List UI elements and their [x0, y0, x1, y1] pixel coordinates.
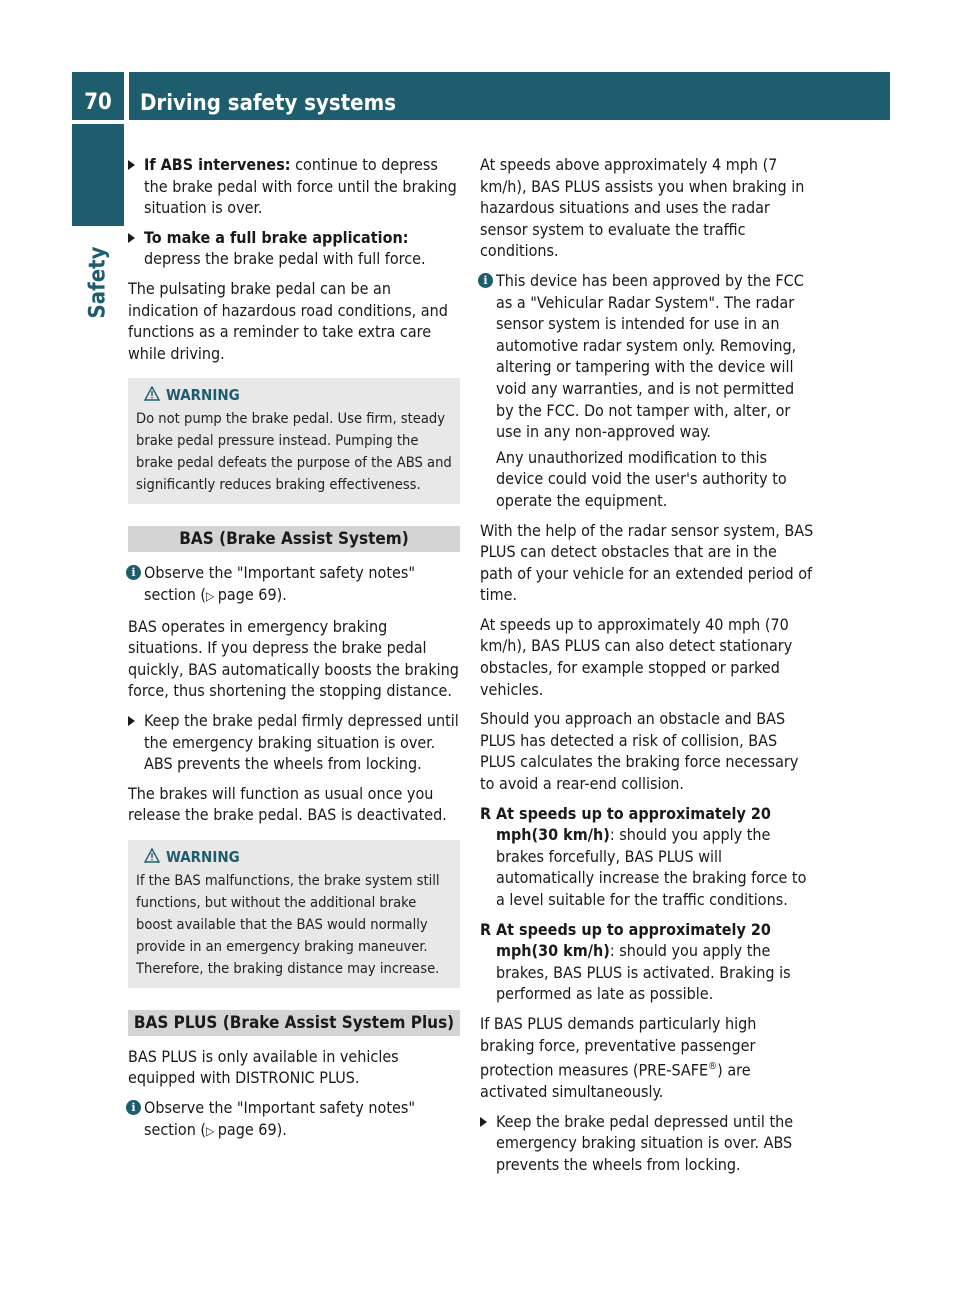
bullet-late-braking	[480, 919, 814, 1005]
paragraph-pulsating: The pulsating brake pedal can be an indication of hazardous road conditions, and functions as a reminder to take extra care while driving.	[128, 278, 448, 363]
info-icon: i	[478, 273, 493, 288]
bullet-text: : should you apply the brakes, BAS PLUS is activated. Braking is performed as late as possible.	[496, 941, 791, 1004]
bullet-text: : should you apply the brakes forcefully, BAS PLUS will automatically increase the braking force to a level suitable for the traffic conditions.	[496, 825, 807, 909]
bullet-forceful-braking	[480, 803, 814, 911]
section-heading-bas: BAS (Brake Assist System)	[128, 526, 460, 552]
paragraph-bas-plus-speeds: At speeds above approximately 4 mph (7 km/h), BAS PLUS assists you when braking in hazardous situations and uses the radar sensor system to evaluate the traffic conditions.	[480, 155, 805, 261]
side-tab-label: Safety	[85, 245, 111, 319]
bullet-marker: R	[480, 803, 492, 823]
step-label: If ABS intervenes:	[144, 155, 291, 174]
paragraph-stationary-obstacles: At speeds up to approximately 40 mph (70 km/h), BAS PLUS can also detect stationary obstacles, for example stopped or parked vehicles.	[480, 614, 793, 699]
bullet-marker: R	[480, 919, 492, 939]
step-arrow-icon	[128, 160, 135, 170]
warning-heading	[136, 846, 452, 868]
section-heading-bas-plus: BAS PLUS (Brake Assist System Plus)	[128, 1010, 460, 1036]
info-icon: i	[126, 1100, 141, 1115]
header-divider	[124, 72, 129, 120]
step-arrow-icon	[128, 716, 135, 726]
info-text-end: ).	[276, 1119, 287, 1139]
info-text: Observe the "Important safety notes" section (	[144, 563, 415, 604]
step-text: Keep the brake pedal depressed until the emergency braking situation is over. ABS prevents the wheels from locking.	[496, 1111, 794, 1174]
page-number: 70	[84, 90, 112, 115]
step-arrow-icon	[480, 1117, 487, 1127]
info-note-fcc	[480, 270, 814, 512]
left-column	[128, 154, 460, 1150]
step-text: depress the brake pedal with full force.	[144, 249, 426, 269]
pre-safe-text: If BAS PLUS demands particularly high braking force, preventative passenger protection measures (PRE-SAFE	[480, 1013, 757, 1080]
step-keep-pedal-depressed	[480, 1111, 814, 1176]
warning-box-pumping	[128, 378, 460, 504]
info-text-fcc: This device has been approved by the FCC as a "Vehicular Radar System". The radar sensor system is intended for use in an automotive radar system only. Removing, altering or tampering with the device will void any warranties, and is not permitted by the FCC. Do not tamper with, alter, or use in any non-approved way.	[496, 270, 804, 442]
info-text-fcc-modification: Any unauthorized modification to this device could void the user's authority to operate the equipment.	[496, 447, 787, 510]
page-ref-link[interactable]: page 69	[217, 584, 277, 604]
info-icon: i	[126, 565, 141, 580]
info-text: Observe the "Important safety notes" section (	[144, 1098, 415, 1139]
side-tab	[72, 230, 124, 334]
chapter-title: Driving safety systems	[140, 91, 396, 116]
step-full-brake	[128, 227, 460, 270]
paragraph-pre-safe	[480, 1013, 814, 1103]
step-arrow-icon	[128, 233, 135, 243]
warning-heading	[136, 384, 452, 406]
info-text-end: ).	[276, 584, 287, 604]
bullet-label: At speeds up to approximately 20 mph(30 km/h)	[496, 919, 771, 961]
paragraph-radar-detect: With the help of the radar sensor system, BAS PLUS can detect obstacles that are in the path of your vehicle for an extended period of time.	[480, 520, 814, 605]
info-note-bas	[128, 562, 460, 607]
paragraph-bas-deactivated: The brakes will function as usual once you release the brake pedal. BAS is deactivated.	[128, 783, 447, 825]
paragraph-bas-plus-availability: BAS PLUS is only available in vehicles equipped with DISTRONIC PLUS.	[128, 1046, 399, 1088]
info-note-bas-plus	[128, 1097, 460, 1142]
warning-box-bas-malfunction	[128, 840, 460, 988]
step-abs-intervenes	[128, 154, 460, 219]
warning-text: If the BAS malfunctions, the brake system still functions, but without the additional brake boost available that the BAS would normally provide in an emergency braking maneuver. Therefore, the braking distance may increase.	[136, 871, 440, 977]
warning-triangle-icon	[144, 848, 160, 863]
registered-mark: ®	[708, 1061, 718, 1073]
page-ref-arrow-icon: ▷	[206, 588, 218, 603]
step-text: continue to depress the brake pedal with force until the braking situation is over.	[144, 155, 457, 218]
warning-text: Do not pump the brake pedal. Use firm, steady brake pedal pressure instead. Pumping the brake pedal defeats the purpose of the ABS and significantly reduces braking effectiveness.	[136, 410, 452, 494]
step-text: Keep the brake pedal firmly depressed until the emergency braking situation is over. ABS prevents the wheels from locking.	[144, 710, 459, 774]
step-label: To make a full brake application:	[144, 227, 409, 247]
warning-title: WARNING	[166, 386, 240, 405]
warning-triangle-icon	[144, 386, 160, 401]
warning-title: WARNING	[166, 847, 240, 866]
paragraph-bas-operates: BAS operates in emergency braking situations. If you depress the brake pedal quickly, BAS automatically boosts the braking force, thus shortening the stopping distance.	[128, 616, 459, 701]
step-keep-pedal-firm	[128, 710, 460, 775]
page-ref-arrow-icon: ▷	[206, 1123, 218, 1138]
bullet-label: At speeds up to approximately 20 mph(30 km/h)	[496, 803, 771, 845]
side-block	[72, 124, 124, 226]
page-ref-link[interactable]: page 69	[217, 1119, 277, 1139]
pre-safe-text-end: ) are activated simultaneously.	[480, 1060, 751, 1102]
right-column	[480, 154, 814, 1183]
paragraph-collision-risk: Should you approach an obstacle and BAS PLUS has detected a risk of collision, BAS PLUS calculates the braking force necessary to avoid a rear-end collision.	[480, 709, 799, 794]
